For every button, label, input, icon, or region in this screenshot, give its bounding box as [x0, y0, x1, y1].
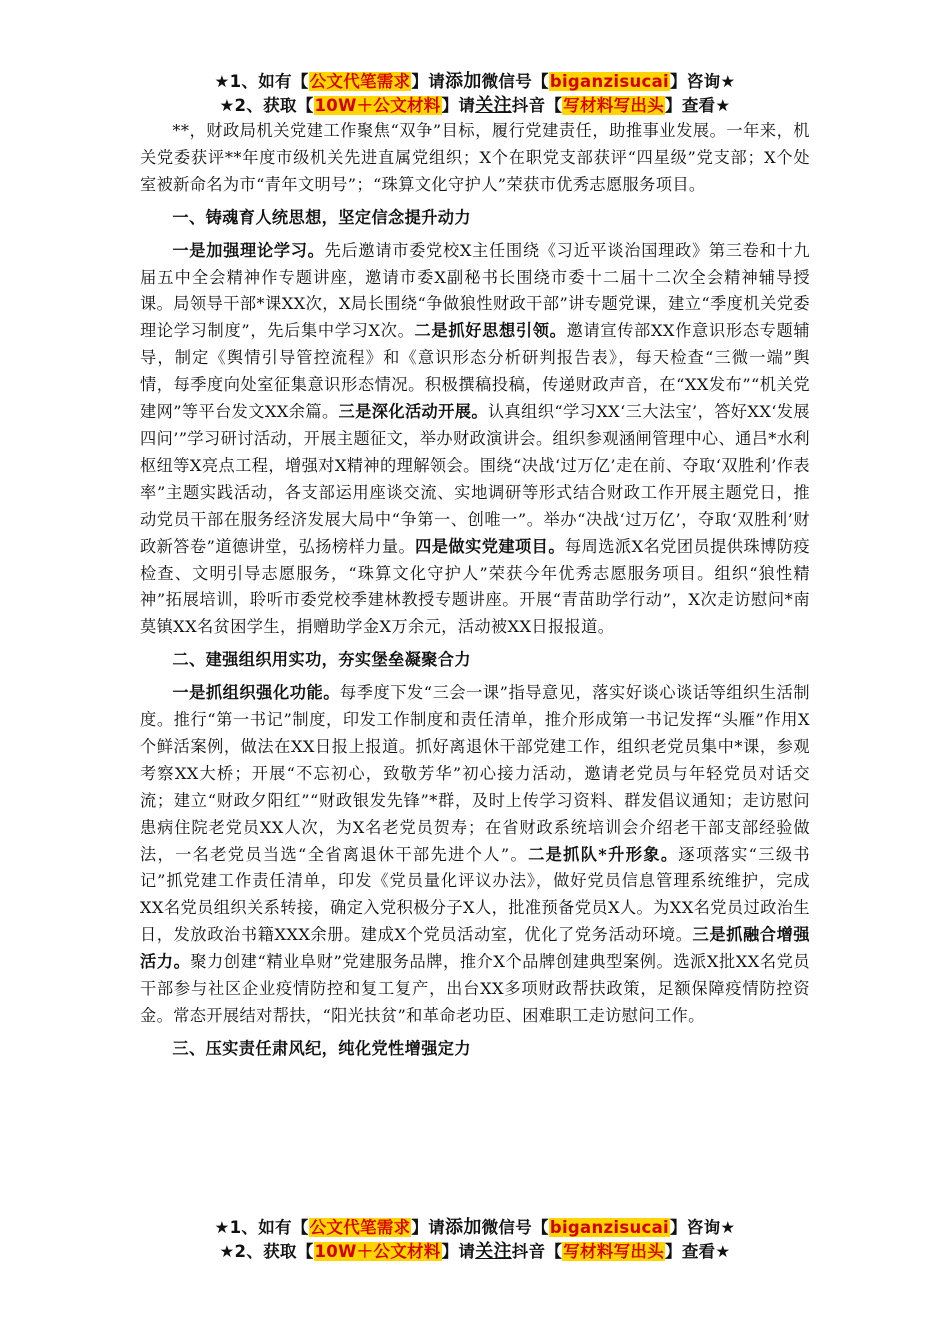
paragraph-text: 每周选派X名党团员提供珠博防疫检查、文明引导志愿服务，“珠算文化守护人”荣获今年优秀志愿服务项目。组织“狼性精神”拓展培训，聆听市委党校季建林教授专题讲座。开展“青苗助学行动”，X次走访慰问*南莫镇XX名贫困学生，捐赠助学金X万余元，活动被XX日报报道。 — [140, 536, 810, 637]
paragraph-text: 先后邀请市委党校X主任围绕《习近平谈治国理政》第三卷和十九届五中全会精神作专题讲座，邀请市委X副秘书长围绕市委十二届十二次全会精神辅导授课。局领导干部*课XX次，X局长围绕“争做狼性财政干部”讲专题党课，建立“季度机关党委理论学习制度”，先后集中学习X次。 — [140, 240, 810, 341]
promo-text: 】咨询★ — [669, 1218, 736, 1237]
promo-text: 抖音【 — [511, 1242, 563, 1261]
section-heading: 二、建强组织用实功，夯实堡垒凝聚合力 — [172, 650, 471, 670]
promo-highlight: 写材料写出头 — [563, 1242, 665, 1261]
document-body — [140, 118, 810, 1069]
promo-line-1-bottom — [140, 1216, 810, 1240]
lead-phrase: 三是抓融合增强活力。 — [140, 925, 810, 972]
promo-text: 微信号【 — [481, 1218, 549, 1237]
promo-emphasis: 关注 — [475, 95, 512, 116]
section-heading: 三、压实责任肃风纪，纯化党性增强定力 — [172, 1038, 471, 1058]
paragraph-text: 聚力创建“精业阜财”党建服务品牌，推介X个品牌创建典型案例。选派X批XX名党员干部参与社区企业疫情防控和复工复产，出台XX多项财政帮扶政策，足额保障疫情防控资金。常态开展结对帮扶，“阳光扶贫”和革命老功臣、困难职工走访慰问工作。 — [140, 952, 811, 1025]
body-paragraph — [140, 238, 810, 642]
promo-highlight: 公文代笔需求 — [309, 1218, 411, 1237]
paragraph-text: 认真组织“学习XX‘三大法宝’，答好XX‘发展四问’”学习研讨活动，开展主题征文，举办财政演讲会。组织参观涵闸管理中心、通吕*水利枢纽等X亮点工程，增强对X精神的理解领会。围绕“决战‘过万亿’走在前、夺取‘双胜利’作表率”主题实践活动，各支部运用座谈交流、实地调研等形式结合财政工作开展主题党日，推动党员干部在服务经济发展大局中“争第一、创唯一”。举办“决战‘过万亿’，夺取‘双胜利’财政新答卷”道德讲堂，弘扬榜样力量。 — [140, 402, 810, 556]
paragraph-text: 邀请宣传部XX作意识形态专题辅导，制定《舆情引导管控流程》和《意识形态分析研判报告表》，每天检查“三微一端”舆情，每季度向处室征集意识形态情况。积极撰稿投稿，传递财政声音，在“XX发布”“机关党建网”等平台发文XX余篇。 — [140, 321, 810, 422]
promo-text: ★1、如有【 — [214, 1218, 309, 1237]
promo-highlight: biganzisucai — [549, 72, 669, 91]
promo-emphasis: 关注 — [475, 1241, 512, 1262]
lead-phrase: 二是抓好思想引领。 — [414, 321, 567, 341]
promo-text: 抖音【 — [511, 96, 563, 115]
promo-text: 】查看★ — [665, 1242, 731, 1261]
promo-emphasis: 添加 — [445, 1217, 482, 1238]
promo-text: 微信号【 — [481, 72, 549, 91]
promo-text: 】请 — [441, 96, 476, 115]
promo-highlight: 公文代笔需求 — [309, 72, 411, 91]
promo-text: 】查看★ — [665, 96, 731, 115]
promo-emphasis: 添加 — [445, 71, 482, 92]
promo-text: ★2、获取【 — [219, 1242, 314, 1261]
paragraph-text: 逐项落实“三级书记”抓党建工作责任清单，印发《党员量化评议办法》，做好党员信息管理系统维护，完成XX名党员组织关系转接，确定入党积极分子X人，批准预备党员X人。为XX名党员过政治生日，发放政治书籍XXX余册。建成X个党员活动室，优化了党务活动环境。 — [140, 844, 810, 945]
lead-phrase: 一是加强理论学习。 — [172, 240, 325, 260]
paragraph-text: 每季度下发“三会一课”指导意见，落实好谈心谈话等组织生活制度。推行“第一书记”制度，印发工作制度和责任清单，推介形成第一书记发挥“头雁”作用X个鲜活案例，做法在XX日报上报道。抓好离退休干部党建工作，组织老党员集中*课，参观考察XX大桥；开展“不忘初心，致敬芳华”初心接力活动，邀请老党员与年轻党员对话交流；建立“财政夕阳红”“财政银发先锋”*群，及时上传学习资料、群发倡议通知；走访慰问患病住院老党员XX人次，为X名老党员贺寿；在省财政系统培训会介绍老干部支部经验做法，一名老党员当选“全省离退休干部先进个人”。 — [140, 683, 810, 864]
lead-phrase: 四是做实党建项目。 — [415, 536, 565, 556]
promo-text: 】咨询★ — [669, 72, 736, 91]
promo-highlight: 10W＋公文材料 — [314, 1242, 441, 1261]
promo-highlight: biganzisucai — [549, 1218, 669, 1237]
body-paragraph — [140, 680, 810, 1030]
promo-highlight: 写材料写出头 — [563, 96, 665, 115]
lead-phrase: 一是抓组织强化功能。 — [172, 683, 340, 703]
promo-line-1 — [140, 70, 810, 94]
lead-phrase: 三是深化活动开展。 — [338, 402, 488, 422]
promo-text: 】请 — [411, 72, 446, 91]
lead-phrase: 二是抓队*升形象。 — [528, 844, 679, 864]
section-heading: 一、铸魂育人统思想，坚定信念提升动力 — [172, 207, 471, 227]
promo-text: 】请 — [441, 1242, 476, 1261]
intro-paragraph: **，财政局机关党建工作聚焦“双争”目标，履行党建责任，助推事业发展。一年来，机关党委获评**年度市级机关先进直属党组织；X个在职党支部获评“四星级”党支部；X个处室被新命名为市“青年文明号”；“珠算文化守护人”荣获市优秀志愿服务项目。 — [140, 121, 810, 194]
promo-text: ★1、如有【 — [214, 72, 309, 91]
promo-line-2 — [140, 94, 810, 118]
promo-text: ★2、获取【 — [219, 96, 314, 115]
promo-text: 】请 — [411, 1218, 446, 1237]
promo-highlight: 10W＋公文材料 — [314, 96, 441, 115]
promo-line-2-bottom — [140, 1240, 810, 1264]
